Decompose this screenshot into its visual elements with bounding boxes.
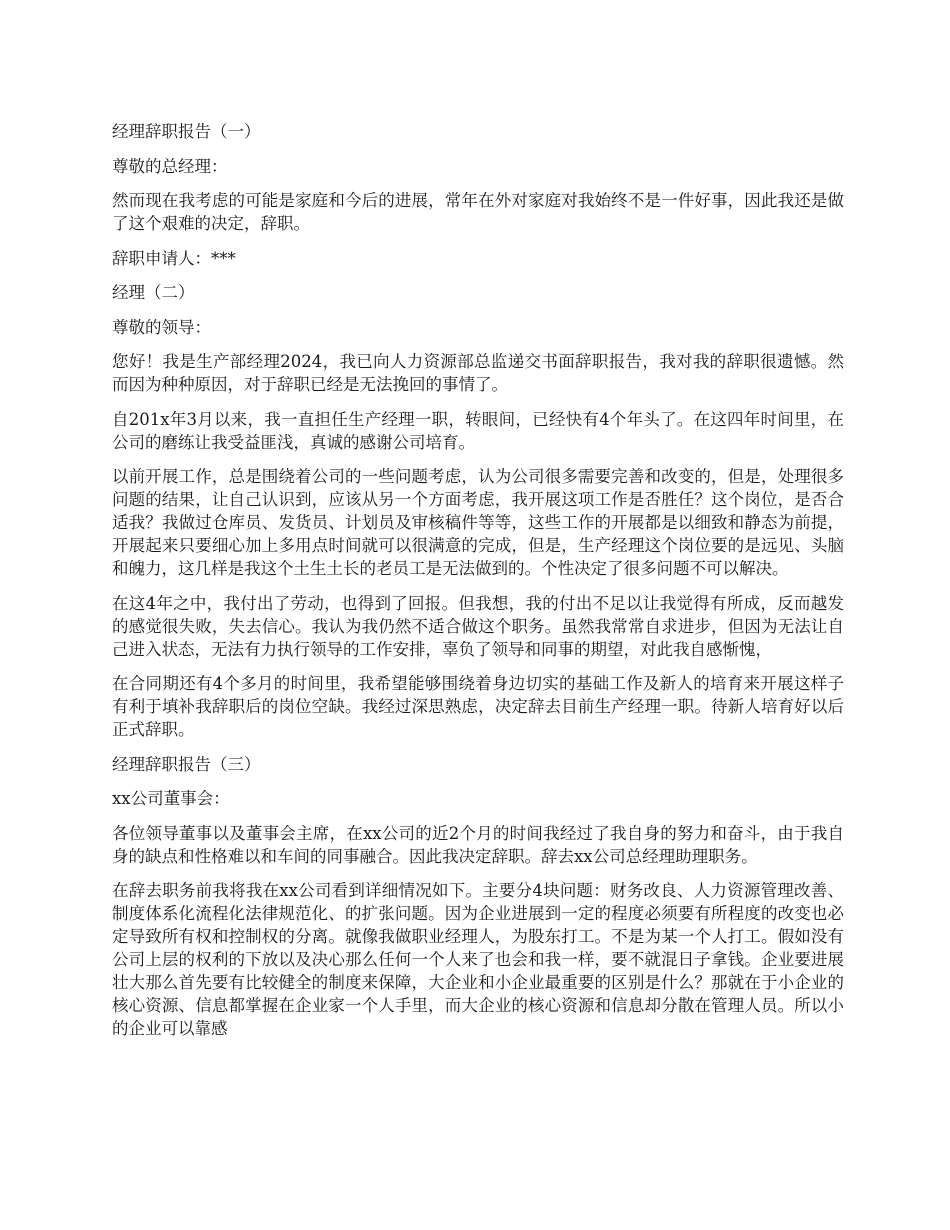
body-paragraph: 您好！我是生产部经理2024，我已向人力资源部总监递交书面辞职报告，我对我的辞职很遗憾。然而因为种种原因，对于辞职已经是无法挽回的事情了。 — [112, 352, 844, 394]
salutation-3: xx公司董事会： — [112, 789, 230, 808]
body-paragraph: 在合同期还有4个多月的时间里，我希望能够围绕着身边切实的基础工作及新人的培育来开展这样子有利于填补我辞职后的岗位空缺。我经过深思熟虑，决定辞去目前生产经理一职。待新人培育好以后正式辞职。 — [112, 674, 844, 739]
section-title-3: 经理辞职报告（三） — [112, 754, 261, 774]
salutation-1: 尊敬的总经理： — [112, 156, 228, 176]
signature-line: 辞职申请人：*** — [112, 248, 236, 268]
document-page — [112, 120, 844, 1052]
salutation-2: 尊敬的领导： — [112, 317, 211, 337]
section-title-1: 经理辞职报告（一） — [112, 122, 261, 141]
body-paragraph: 在这4年之中，我付出了劳动，也得到了回报。但我想，我的付出不足以让我觉得有所成，反而越发的感觉很失败，失去信心。我认为我仍然不适合做这个职务。虽然我常常自求进步，但因为无法让自己进入状态，无法有力执行领导的工作安排，辜负了领导和同事的期望，对此我自感惭愧， — [112, 593, 844, 659]
body-paragraph: 在辞去职务前我将我在xx公司看到详细情况如下。主要分4块问题：财务改良、人力资源管理改善、制度体系化流程化法律规范化、的扩张问题。因为企业进展到一定的程度必须要有所程度的改变也必定导致所有权和控制权的分离。就像我做职业经理人，为股东打工。不是为某一个人打工。假如没有公司上层的权利的下放以及决心那么任何一个人来了也会和我一样，要不就混日子拿钱。企业要进展壮大那么首先要有比较健全的制度来保障，大企业和小企业最重要的区别是什么？那就在于小企业的核心资源、信息都掌握在企业家一个人手里，而大企业的核心资源和信息却分散在管理人员。所以小的企业可以靠感 — [112, 881, 844, 1038]
body-paragraph: 以前开展工作，总是围绕着公司的一些问题考虑，认为公司很多需要完善和改变的，但是，处理很多问题的结果，让自己认识到，应该从另一个方面考虑，我开展这项工作是否胜任？这个岗位，是否合适我？我做过仓库员、发货员、计划员及审核稿件等等，这些工作的开展都是以细致和静态为前提，开展起来只要细心加上多用点时间就可以很满意的完成，但是，生产经理这个岗位要的是远见、头脑和魄力，这几样是我这个土生土长的老员工是无法做到的。个性决定了很多问题不可以解决。 — [112, 467, 844, 578]
body-paragraph: 然而现在我考虑的可能是家庭和今后的进展，常年在外对家庭对我始终不是一件好事，因此我还是做了这个艰难的决定，辞职。 — [112, 191, 844, 233]
section-title-2: 经理（二） — [112, 283, 195, 302]
body-paragraph: 自201x年3月以来，我一直担任生产经理一职，转眼间，已经快有4个年头了。在这四年时间里，在公司的磨练让我受益匪浅，真诚的感谢公司培育。 — [112, 409, 844, 452]
body-paragraph: 各位领导董事以及董事会主席，在xx公司的近2个月的时间我经过了我自身的努力和奋斗，由于我自身的缺点和性格难以和车间的同事融合。因此我决定辞职。辞去xx公司总经理助理职务。 — [112, 823, 844, 866]
